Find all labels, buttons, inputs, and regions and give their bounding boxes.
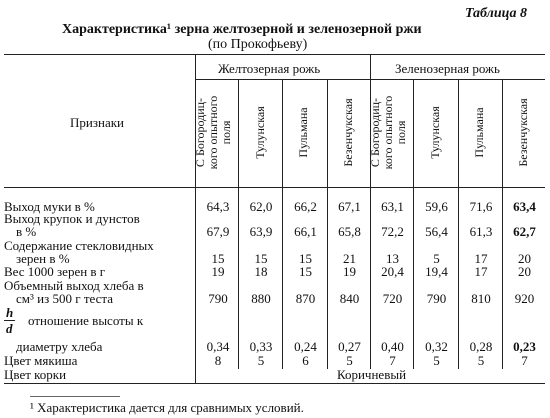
cell: 19,4 (425, 264, 448, 279)
cell: 72,2 (381, 224, 404, 239)
group-yellow: Желтозерная рожь (218, 61, 321, 76)
cell: 19 (343, 264, 356, 279)
cell: 67,9 (206, 224, 230, 239)
cell: 61,3 (469, 224, 493, 239)
col-head-bezenchukskaya-2: Безенчукская (516, 98, 530, 167)
row-label-crumb: Цвет мякиша (4, 353, 78, 368)
row-label-weight: Вес 1000 зерен в г (4, 264, 106, 279)
cell: 5 (433, 251, 440, 266)
cell: 0,28 (469, 339, 493, 354)
cell: 71,6 (469, 199, 493, 214)
cell: 56,4 (425, 224, 448, 239)
rule-header-bottom (4, 187, 545, 188)
cell: 0,34 (206, 339, 230, 354)
cell: 720 (382, 291, 403, 306)
cell: 20 (518, 251, 531, 266)
row-label-flour: Выход муки в % (4, 199, 95, 214)
cell: 19 (211, 264, 225, 279)
cell: 63,1 (381, 199, 404, 214)
cell: 64,3 (206, 199, 230, 214)
row-label-glassy-1: Содержание стекловидных (4, 238, 154, 253)
col-head-bezenchukskaya-1: Безенчукская (341, 98, 355, 167)
cell: 5 (346, 353, 353, 368)
vrule-2 (282, 79, 283, 369)
ratio-h: h (6, 305, 14, 320)
cell: 20 (518, 264, 531, 279)
cell: 15 (299, 264, 312, 279)
cell: 63,4 (513, 199, 536, 214)
cell: 0,27 (338, 339, 361, 354)
row-label-volume-1: Объемный выход хлеба в (4, 278, 144, 293)
cell: 15 (299, 251, 312, 266)
cell: 880 (251, 291, 271, 306)
footnote-rule (30, 396, 120, 397)
cell: 0,40 (381, 339, 404, 354)
cell: 66,2 (294, 199, 317, 214)
ratio-d: d (6, 321, 13, 336)
table-title: Характеристика¹ зерна желтозерной и зеленозерной ржи (62, 22, 422, 37)
cell: 62,0 (249, 199, 273, 214)
cell: 7 (521, 353, 528, 368)
cell: 66,1 (294, 224, 317, 239)
cell: 810 (471, 291, 491, 306)
cell: 790 (426, 291, 447, 306)
cell: 7 (389, 353, 396, 368)
crust-value: Коричневый (336, 367, 407, 382)
cell: 62,7 (513, 224, 536, 239)
col-head-pulmana-1: Пульмана (296, 107, 310, 158)
cell: 5 (477, 353, 485, 368)
col-head-tulunskaya-2: Тулунская (428, 106, 442, 159)
cell: 15 (211, 251, 225, 266)
cell: 67,1 (338, 199, 361, 214)
group-green: Зеленозерная рожь (395, 61, 500, 76)
table-number: Таблица 8 (465, 6, 527, 21)
cell: 15 (254, 251, 268, 266)
cell: 20,4 (381, 264, 404, 279)
cell: 63,9 (249, 224, 273, 239)
vrule-5 (413, 79, 414, 369)
cell: 17 (474, 251, 488, 266)
rule-bottom (4, 383, 545, 384)
cell: 840 (339, 291, 360, 306)
vrule-1 (238, 79, 239, 369)
table-subtitle: (по Прокофьеву) (208, 37, 308, 52)
vrule-6 (458, 79, 459, 369)
row-label-glassy-2: зерен в % (16, 251, 70, 266)
row-header: Признаки (70, 115, 124, 130)
cell: 6 (302, 353, 309, 368)
cell: 790 (208, 291, 228, 306)
cell: 13 (386, 251, 399, 266)
row-label-crust: Цвет корки (4, 367, 67, 382)
row-label-groats-2: в % (16, 224, 37, 239)
cell: 5 (433, 353, 440, 368)
cell: 8 (214, 353, 222, 368)
rule-top (4, 54, 545, 55)
cell: 0,23 (513, 339, 536, 354)
col-head-bogorodits-2: С Богородиц- кого опытного поля (368, 95, 408, 170)
cell: 920 (514, 291, 535, 306)
row-label-volume-2: см³ из 500 г теста (16, 291, 113, 306)
col-head-tulunskaya-1: Тулунская (253, 106, 267, 159)
cell: 18 (254, 264, 268, 279)
vrule-3 (327, 79, 328, 369)
cell: 17 (474, 264, 488, 279)
row-label-ratio-2: диаметру хлеба (16, 339, 103, 354)
col-head-bogorodits-1: С Богородиц- кого опытного поля (193, 95, 233, 170)
footnote: ¹ Характеристика дается для сравнимых условий. (30, 400, 304, 415)
cell: 5 (257, 353, 265, 368)
row-label-ratio-1: отношение высоты к (28, 313, 144, 328)
vrule-7 (502, 79, 503, 369)
cell: 0,24 (294, 339, 317, 354)
cell: 21 (343, 251, 356, 266)
row-label-groats-1: Выход крупок и дунстов (4, 211, 140, 226)
cell: 65,8 (338, 224, 361, 239)
cell: 59,6 (425, 199, 448, 214)
cell: 870 (295, 291, 316, 306)
cell: 0,32 (425, 339, 448, 354)
col-head-pulmana-2: Пульмана (472, 107, 486, 158)
cell: 0,33 (249, 339, 273, 354)
